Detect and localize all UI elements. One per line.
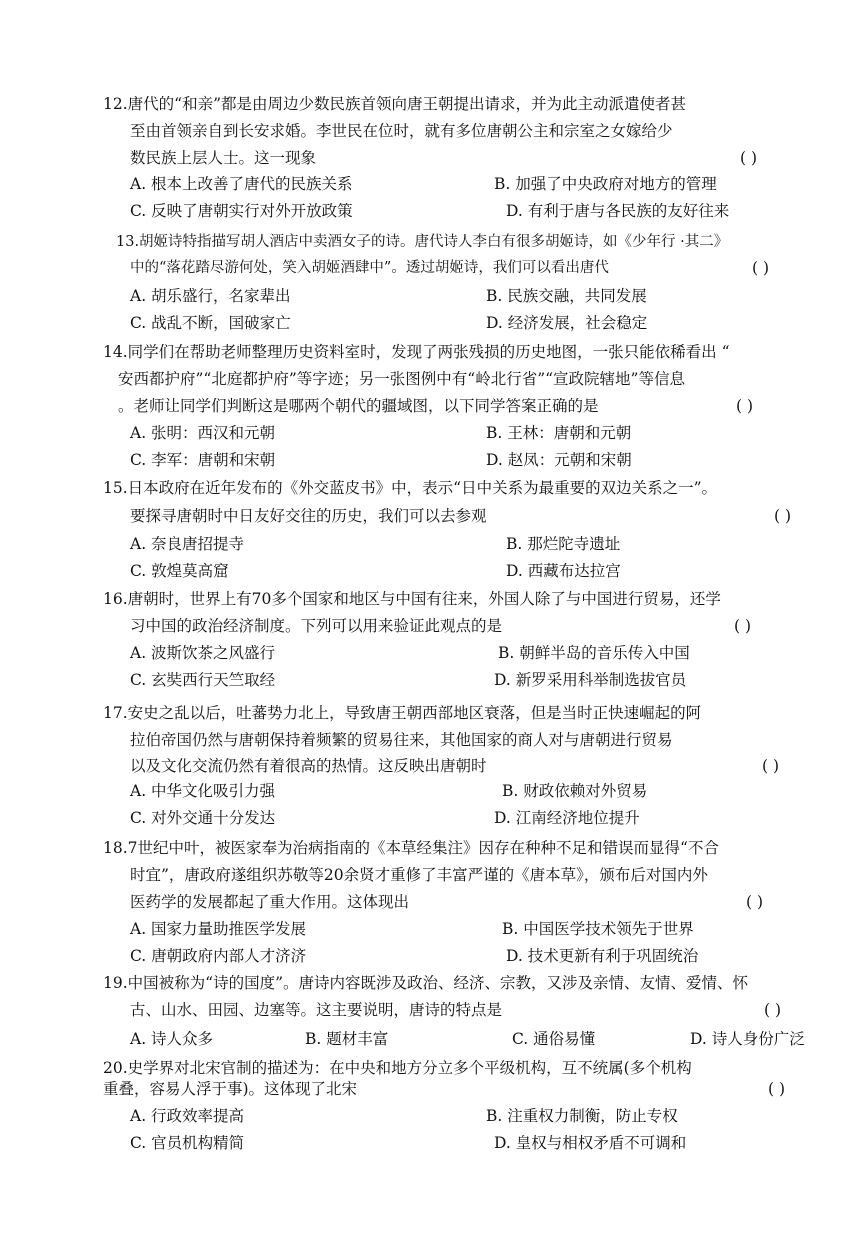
answer-bracket: ( ) xyxy=(762,757,780,775)
option-b: B. 题材丰富 xyxy=(305,1030,389,1048)
question-stem-line: 重叠，容易人浮于事)。这体现了北宋 xyxy=(103,1080,358,1098)
question-stem-line: 习中国的政治经济制度。下列可以用来验证此观点的是 xyxy=(130,617,503,635)
answer-bracket: ( ) xyxy=(764,1001,782,1019)
option-b: B. 王林：唐朝和元朝 xyxy=(486,424,632,442)
option-d: D. 江南经济地位提升 xyxy=(494,809,640,827)
question-stem-line: 14.同学们在帮助老师整理历史资料室时，发现了两张残损的历史地图，一张只能依稀看出 “ xyxy=(103,343,730,361)
option-c: C. 李军：唐朝和宋朝 xyxy=(130,451,276,469)
answer-bracket: ( ) xyxy=(740,149,758,167)
option-d: D. 新罗采用科举制选拔官员 xyxy=(494,671,687,689)
question-stem-line: 时宜”，唐政府遂组织苏敬等20余贤才重修了丰富严谨的《唐本草》，颁布后对国内外 xyxy=(130,866,708,884)
option-a: A. 胡乐盛行，名家辈出 xyxy=(130,287,291,305)
question-stem-line: 16.唐朝时，世界上有70多个国家和地区与中国有往来，外国人除了与中国进行贸易，还学 xyxy=(103,590,721,608)
option-d: D. 经济发展，社会稳定 xyxy=(486,314,648,332)
question-stem-line: 20.史学界对北宋官制的描述为：在中央和地方分立多个平级机构，互不统属(多个机构 xyxy=(103,1059,692,1077)
option-c: C. 唐朝政府内部人才济济 xyxy=(130,947,307,965)
question-stem-line: 拉伯帝国仍然与唐朝保持着频繁的贸易往来，其他国家的商人对与唐朝进行贸易 xyxy=(130,731,673,749)
question-stem-line: 15.日本政府在近年发布的《外交蓝皮书》中，表示“日中关系为最重要的双边关系之一”。 xyxy=(103,479,718,497)
option-b: B. 朝鲜半岛的音乐传入中国 xyxy=(498,644,690,662)
option-a: A. 奈良唐招提寺 xyxy=(130,535,245,553)
question-stem-line: 要探寻唐朝时中日友好交往的历史，我们可以去参观 xyxy=(130,507,487,525)
answer-bracket: ( ) xyxy=(736,397,754,415)
option-a: A. 诗人众多 xyxy=(130,1030,214,1048)
option-b: B. 中国医学技术领先于世界 xyxy=(502,920,694,938)
option-c: C. 官员机构精简 xyxy=(130,1134,245,1152)
answer-bracket: ( ) xyxy=(774,507,792,525)
option-d: D. 技术更新有利于巩固统治 xyxy=(506,947,699,965)
question-stem-line: 中的“落花踏尽游何处，笑入胡姬酒肆中”。透过胡姬诗，我们可以看出唐代 xyxy=(130,260,609,276)
question-stem-line: 18.7世纪中叶，被医家奉为治病指南的《本草经集注》因存在种种不足和错误而显得“不合 xyxy=(103,839,719,857)
question-stem-line: 医药学的发展都起了重大作用。这体现出 xyxy=(130,893,410,911)
question-stem-line: 19.中国被称为“诗的国度”。唐诗内容既涉及政治、经济、宗教，又涉及亲情、友情、爱情、怀 xyxy=(103,974,749,992)
option-a: A. 中华文化吸引力强 xyxy=(130,782,276,800)
option-d: D. 诗人身份广泛 xyxy=(690,1030,805,1048)
option-d: D. 西藏布达拉宫 xyxy=(506,562,621,580)
answer-bracket: ( ) xyxy=(746,893,764,911)
question-stem-line: 安西都护府”“北庭都护府”等字迹；另一张图例中有“岭北行省”“宣政院辖地”等信息 xyxy=(118,370,685,388)
option-c: C. 敦煌莫高窟 xyxy=(130,562,229,580)
option-a: A. 波斯饮茶之风盛行 xyxy=(130,644,276,662)
option-b: B. 那烂陀寺遗址 xyxy=(506,535,621,553)
option-b: B. 财政依赖对外贸易 xyxy=(502,782,648,800)
option-b: B. 民族交融，共同发展 xyxy=(486,287,647,305)
question-stem-line: 。老师让同学们判断这是哪两个朝代的疆域图，以下同学答案正确的是 xyxy=(118,397,599,415)
question-stem-line: 数民族上层人士。这一现象 xyxy=(130,149,317,167)
option-d: D. 赵凤：元朝和宋朝 xyxy=(486,451,632,469)
option-c: C. 通俗易懂 xyxy=(512,1030,596,1048)
question-stem-line: 17.安史之乱以后，吐蕃势力北上，导致唐王朝西部地区衰落，但是当时正快速崛起的阿 xyxy=(103,704,702,722)
option-b: B. 加强了中央政府对地方的管理 xyxy=(494,175,717,193)
option-a: A. 行政效率提高 xyxy=(130,1107,245,1125)
option-c: C. 玄奘西行天竺取经 xyxy=(130,671,276,689)
answer-bracket: ( ) xyxy=(768,1080,786,1098)
question-stem-line: 至由首领亲自到长安求婚。李世民在位时，就有多位唐朝公主和宗室之女嫁给少 xyxy=(130,122,673,140)
answer-bracket: ( ) xyxy=(734,617,752,635)
question-stem-line: 以及文化交流仍然有着很高的热情。这反映出唐朝时 xyxy=(130,757,487,775)
option-b: B. 注重权力制衡，防止专权 xyxy=(486,1107,678,1125)
answer-bracket: ( ) xyxy=(752,259,770,277)
option-d: D. 有利于唐与各民族的友好往来 xyxy=(506,202,730,220)
option-c: C. 战乱不断，国破家亡 xyxy=(130,314,291,332)
question-stem-line: 13.胡姬诗特指描写胡人酒店中卖酒女子的诗。唐代诗人李白有很多胡姬诗，如《少年行 ·其二》 xyxy=(116,234,729,250)
option-c: C. 对外交通十分发达 xyxy=(130,809,276,827)
option-a: A. 张明：西汉和元朝 xyxy=(130,424,276,442)
option-a: A. 根本上改善了唐代的民族关系 xyxy=(130,175,353,193)
option-d: D. 皇权与相权矛盾不可调和 xyxy=(494,1134,687,1152)
option-c: C. 反映了唐朝实行对外开放政策 xyxy=(130,202,353,220)
option-a: A. 国家力量助推医学发展 xyxy=(130,920,307,938)
question-stem-line: 古、山水、田园、边塞等。这主要说明，唐诗的特点是 xyxy=(130,1001,503,1019)
question-stem-line: 12.唐代的“和亲”都是由周边少数民族首领向唐王朝提出请求，并为此主动派遣使者甚 xyxy=(103,95,687,113)
